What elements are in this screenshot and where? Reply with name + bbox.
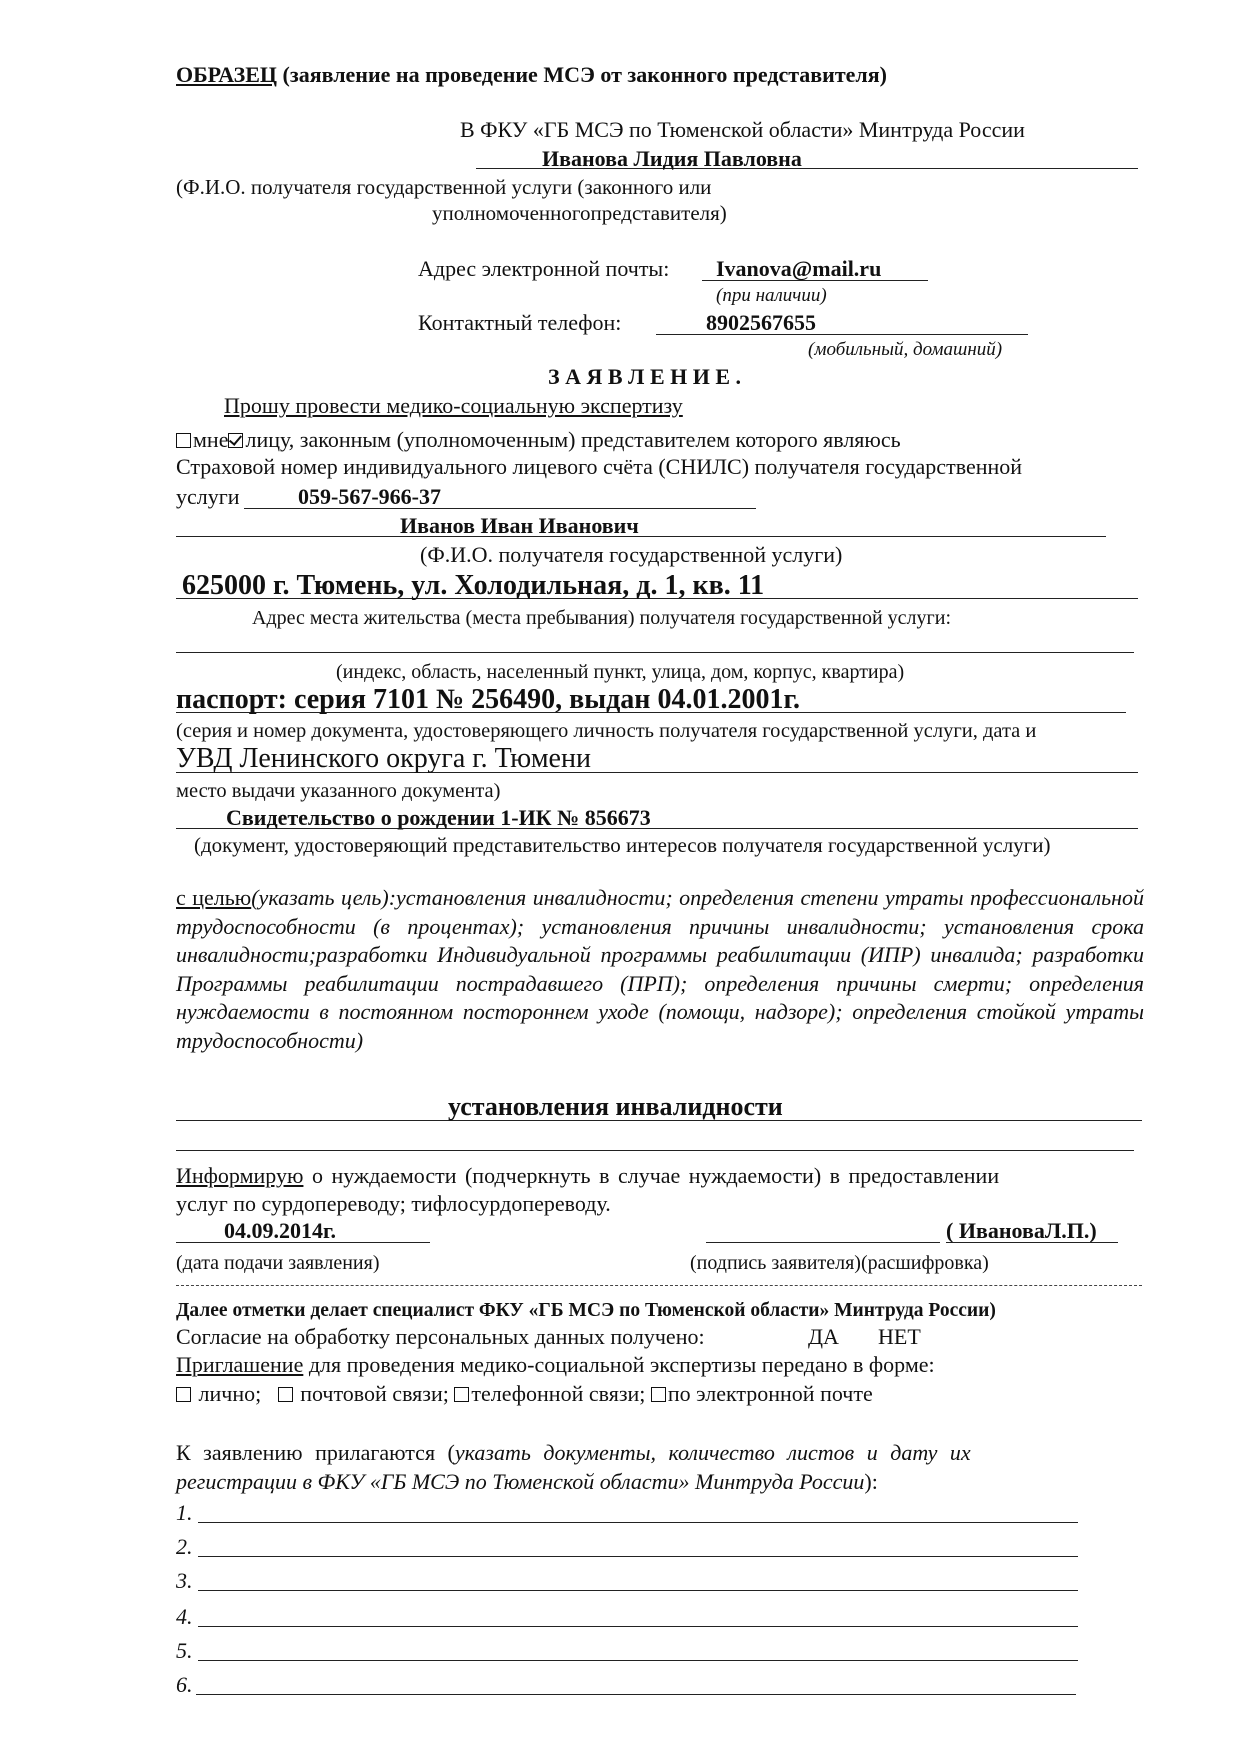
consent-yes[interactable]: ДА [808,1324,839,1349]
channel-phone-label: телефонной связи; [471,1381,646,1406]
channel-post-checkbox[interactable] [278,1387,293,1402]
address-extra-line [176,652,1134,653]
snils-value: 059-567-966-37 [298,484,441,509]
address-caption: Адрес места жительства (места пребывания) получателя государственной услуги: [252,607,951,629]
addressee: В ФКУ «ГБ МСЭ по Тюменской области» Минтруда России [460,117,1025,142]
invitation-label: Приглашение [176,1352,304,1377]
phone-value: 8902567655 [706,310,816,335]
option-me-label: мне [193,427,229,452]
signature-name: ( ИвановаЛ.П.) [946,1218,1097,1243]
applicant-name: Иванова Лидия Павловна [542,146,802,171]
signature-caption: (подпись заявителя)(расшифровка) [690,1252,989,1274]
address-value: 625000 г. Тюмень, ул. Холодильная, д. 1, кв. 11 [182,570,765,601]
attachments-intro-1 [176,1440,1142,1466]
email-caption: (при наличии) [716,285,827,306]
issuer-caption: место выдачи указанного документа) [176,780,501,802]
passport-caption: (серия и номер документа, удостоверяющего личность получателя государственной услуги, дата и [176,720,1037,742]
attachments-intro-italic-2: регистрации в ФКУ «ГБ МСЭ по Тюменской области» Минтруда России [176,1469,865,1494]
section-separator [176,1285,1142,1286]
attachment-line-2[interactable] [198,1556,1078,1557]
email-label: Адрес электронной почты: [418,256,670,281]
invitation-text: для проведения медико-социальной экспертизы передано в форме: [303,1352,935,1377]
snils-line1: Страховой номер индивидуального лицевого счёта (СНИЛС) получателя государственной [176,454,1023,479]
attachment-line-4[interactable] [198,1626,1078,1627]
phone-label: Контактный телефон: [418,310,622,335]
invitation-channels [176,1381,873,1407]
purpose-extra-line [176,1150,1134,1151]
document-title [176,62,887,88]
attachment-item-6: 6. [176,1672,193,1697]
applicant-caption-2: уполномоченногопредставителя) [432,201,727,225]
attachment-line-1[interactable] [198,1522,1078,1523]
attachments-intro-close: ): [864,1469,878,1494]
inform-line1 [176,1163,1142,1189]
attachment-item-2: 2. [176,1534,193,1559]
phone-caption: (мобильный, домашний) [808,339,1003,360]
option-person-label: лицу, законным (уполномоченным) представителем которого являюсь [245,427,901,452]
purpose-label: с целью [176,885,252,910]
channel-email-label: по электронной почте [667,1381,873,1406]
inform-line2: услуг по сурдопереводу; тифлосурдопереводу. [176,1191,611,1216]
channel-post-label: почтовой связи; [300,1381,449,1406]
address-format-caption: (индекс, область, населенный пункт, улица, дом, корпус, квартира) [336,661,905,683]
attachment-line-5[interactable] [198,1660,1078,1661]
issuer-value: УВД Ленинского округа г. Тюмени [176,743,591,774]
purpose-paragraph [176,884,1144,1055]
request-text: Прошу провести медико-социальную экспертизу [224,393,683,418]
signature-name-line [946,1242,1118,1243]
inform-text-1: о нуждаемости (подчеркнуть в случае нуждаемости) в предоставлении [303,1163,1000,1188]
consent-label: Согласие на обработку персональных данных получено: [176,1324,705,1349]
recipient-name-line [176,536,1106,537]
attachment-item-3: 3. [176,1568,193,1593]
attachments-intro-normal: К заявлению прилагаются ( [176,1440,455,1465]
applicant-caption-1: (Ф.И.О. получателя государственной услуги (законного или [176,175,712,199]
invitation-line [176,1352,935,1378]
signature-line [706,1242,940,1243]
purpose-text: (указать цель):установления инвалидности; определения степени утраты профессиональной трудоспособности (в процентах); установления причины инвалидности; установления срока инвалидности;разработки Индивидуальной программы реабилитации (ИПР) инвалида; разработки Программы реабилитации пострадавшего (ПРП); определения причины смерти; определения нуждаемости в постоянном постороннем уходе (помощи, надзоре); определения стойкой утраты трудоспособности) [176,885,1145,1053]
attachment-line-3[interactable] [198,1590,1078,1591]
passport-value: паспорт: серия 7101 № 256490, выдан 04.01.2001г. [176,684,800,715]
consent-no[interactable]: НЕТ [878,1324,921,1349]
option-person-checkbox[interactable] [228,433,243,448]
snils-label: услуги [176,484,240,509]
attachments-intro-2 [176,1469,878,1495]
recipient-name: Иванов Иван Иванович [400,513,639,538]
recipient-caption: (Ф.И.О. получателя государственной услуги) [420,542,843,567]
option-me-checkbox[interactable] [176,433,191,448]
specialist-heading: Далее отметки делает специалист ФКУ «ГБ МСЭ по Тюменской области» Минтруда России) [176,1300,996,1321]
recipient-options [176,427,901,453]
date-value: 04.09.2014г. [224,1218,337,1243]
email-value: Ivanova@mail.ru [716,256,882,281]
attachment-item-4: 4. [176,1604,193,1629]
channel-personal-label: лично; [198,1381,262,1406]
attachment-line-6[interactable] [196,1694,1076,1695]
attachments-intro-italic: указать документы, количество листов и дату их [454,1440,971,1465]
channel-personal-checkbox[interactable] [176,1387,191,1402]
representation-value: Свидетельство о рождении 1-ИК № 856673 [226,805,651,830]
purpose-value: установления инвалидности [448,1092,783,1121]
channel-email-checkbox[interactable] [651,1387,666,1402]
representation-caption: (документ, удостоверяющий представительство интересов получателя государственной услуги) [194,833,1051,857]
attachment-item-5: 5. [176,1638,193,1663]
title-rest: (заявление на проведение МСЭ от законного представителя) [277,62,887,87]
date-caption: (дата подачи заявления) [176,1252,380,1274]
channel-phone-checkbox[interactable] [454,1387,469,1402]
inform-label: Информирую [176,1163,304,1188]
statement-heading: З А Я В Л Е Н И Е . [548,364,742,389]
title-prefix: ОБРАЗЕЦ [176,62,278,87]
attachment-item-1: 1. [176,1500,193,1525]
